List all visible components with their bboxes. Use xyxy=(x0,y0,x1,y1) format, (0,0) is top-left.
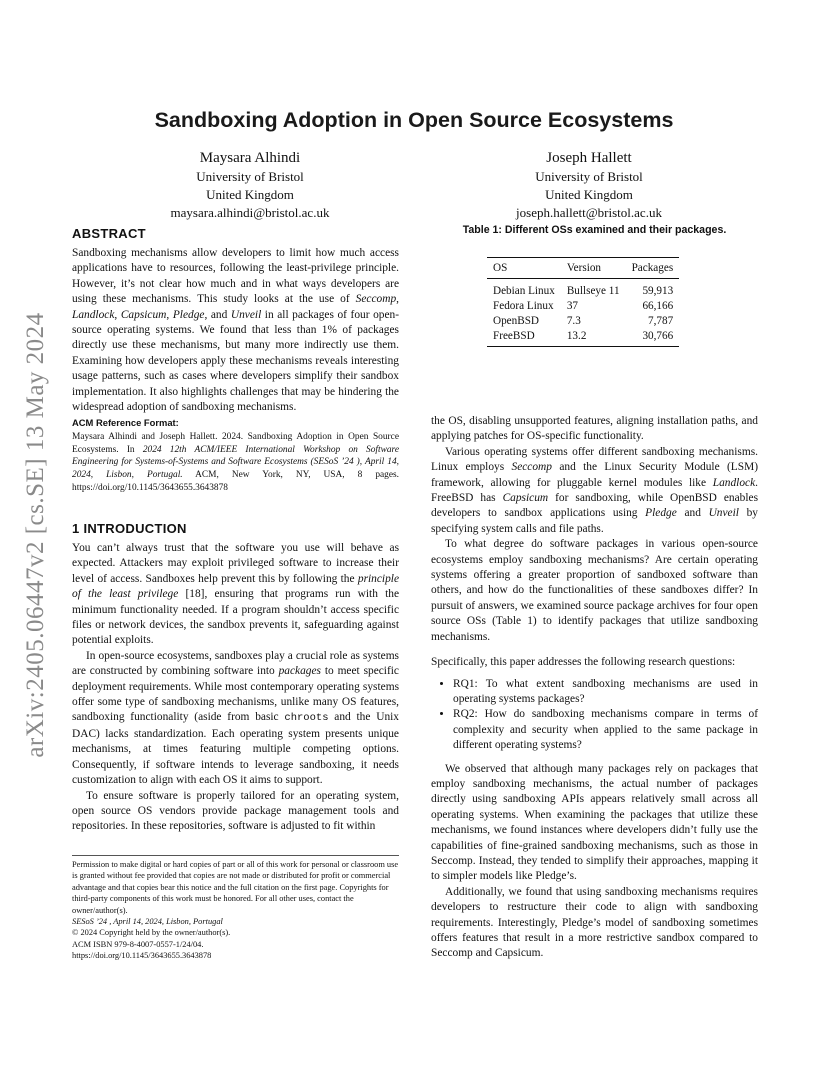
arxiv-stamp xyxy=(18,300,54,770)
table-caption: Table 1: Different OSs examined and their packages. xyxy=(462,224,727,236)
paragraph: Various operating systems offer different sandboxing mechanisms. Linux employs Seccomp and the Linux Security Module (LSM) framework, allowing for pluggable kernel modules like Landlock. FreeBSD has Capsicum for sandboxing, while OpenBSD enables developers to sandbox applications using Pledge and Unveil by specifying system calls and file paths. xyxy=(431,445,759,535)
footnote-divider xyxy=(72,855,399,856)
abstract-heading: ABSTRACT xyxy=(72,226,146,241)
paper-title: Sandboxing Adoption in Open Source Ecosystems xyxy=(154,108,674,132)
author-affiliation: University of Bristol xyxy=(196,169,304,184)
author-block xyxy=(100,148,400,222)
table-row: OpenBSD 7.3 7,787 xyxy=(493,314,674,327)
acm-reference-format: ACM Reference Format: Maysara Alhindi and Joseph Hallett. 2024. Sandboxing Adoption in Open Source Ecosystems. In 2024 12th ACM/IEEE International Workshop on Software Engineering for Systems-of-Systems and Software Ecosystems (SESoS ’24 ), April 14, 2024, Lisbon, Portugal. ACM, New York, NY, USA, 8 pages. https://doi.org/10.1145/3643655.3643878 xyxy=(72,417,400,493)
right-column-text xyxy=(431,414,758,962)
list-item: • RQ2: How do sandboxing mechanisms compare in terms of complexity and security when applied to the same package in different operating systems? xyxy=(453,707,758,753)
paragraph: To what degree do software packages in various open-source ecosystems employ sandboxing mechanisms? Are certain operating systems offering a greater proportion of sandboxed software than others, and how do the functionalities of these sandboxes differ? In pursuit of answers, we examined source package archives for four open source OSs (Table 1) to identify packages that utilize sandboxing mechanisms. xyxy=(431,538,758,643)
author-name: Maysara Alhindi xyxy=(199,150,301,166)
os-table xyxy=(487,257,679,347)
author-country: United Kingdom xyxy=(206,187,294,202)
research-questions-list xyxy=(431,677,758,754)
author-name: Joseph Hallett xyxy=(546,150,632,166)
author-email[interactable]: joseph.hallett@bristol.ac.uk xyxy=(516,205,662,220)
author-affiliation: University of Bristol xyxy=(535,169,643,184)
paragraph: Specifically, this paper addresses the following research questions: xyxy=(431,656,736,669)
paragraph: In open-source ecosystems, sandboxes play a crucial role as systems are constructed by combining software into packages to meet specific deployment requirements. While most contemporary operating systems offer some type of sandboxing mechanisms, unlike many OS features, sandboxing functionality (aside from basic chroots and the Unix DAC) lacks standardization. Each operating system presents unique mechanisms, at times featuring multiple competing options. Consequently, if software intends to leverage sandboxing, it needs customization to align with each OS it aims to support. xyxy=(72,649,399,787)
intro-text xyxy=(72,541,399,835)
column-header: OS xyxy=(487,258,561,279)
list-item: • RQ1: To what extent sandboxing mechanisms are used in operating systems packages? xyxy=(453,677,758,708)
column-header: Version xyxy=(561,258,626,279)
author-country: United Kingdom xyxy=(545,187,633,202)
table-row: FreeBSD 13.2 30,766 xyxy=(487,328,679,347)
paragraph: You can’t always trust that the software you use will behave as expected. Attackers may exploit privileged software to increase their level of access. Sandboxes help prevent this by following the principle of the least privilege [18], ensuring that programs run with the minimum functionality needed. If a program shouldn’t access specific files or network devices, the sandbox prevents it, safeguarding against potential exploits. xyxy=(72,542,399,647)
paragraph: the OS, disabling unsupported features, aligning installation paths, and applying patches for OS-specific functionality. xyxy=(431,415,758,443)
acm-reference-heading: ACM Reference Format: xyxy=(72,417,179,428)
copyright-footnote: Permission to make digital or hard copies of part or all of this work for personal or classroom use is granted without fee provided that copies are not made or distributed for profit or commercial advantage and that copies bear this notice and the full citation on the first page. Copyrights for third-party components of this work must be honored. For all other uses, contact the owner/author(s). SESoS ’24 , April 14, 2024, Lisbon, Portugal © 2024 Copyright held by the owner/author(s). ACM ISBN 979-8-4007-0557-1/24/04. https://doi.org/10.1145/3643655.3643878 xyxy=(72,860,399,961)
paragraph: Additionally, we found that using sandboxing mechanisms requires developers to restructure their code to align with sandboxing requirements. Interestingly, Pledge’s model of sandboxing sometimes offers features that result in a more restrictive sandbox compared to Seccomp and Capsicum. xyxy=(431,885,758,960)
table-row: Debian Linux Bullseye 11 59,913 xyxy=(493,284,674,297)
author-email[interactable]: maysara.alhindi@bristol.ac.uk xyxy=(170,205,330,220)
intro-heading: 1 INTRODUCTION xyxy=(72,521,187,536)
author-block xyxy=(435,148,743,222)
arxiv-stamp-text[interactable]: arXiv:2405.06447v2 [cs.SE] 13 May 2024 xyxy=(22,312,49,758)
column-header: Packages xyxy=(626,258,680,279)
table-header-row xyxy=(487,258,679,279)
abstract-text: Sandboxing mechanisms allow developers to limit how much access applications have to resources, following the least-privilege principle. However, it’s not clear how much and in what ways developers are using these mechanisms. This study looks at the use of Seccomp, Landlock, Capsicum, Pledge, and Unveil in all packages of four open-source operating systems. We found that less than 1% of packages directly use these mechanisms, but many more indirectly use them. Examining how developers apply these mechanisms reveals interesting usage patterns, such as cases where developers simplify their sandbox implementation. It also highlights challenges that may be hindering the widespread adoption of sandboxing mechanisms. xyxy=(72,247,399,414)
doi-link[interactable]: https://doi.org/10.1145/3643655.3643878 xyxy=(72,951,212,961)
table-row: Fedora Linux 37 66,166 xyxy=(493,299,674,312)
paragraph: To ensure software is properly tailored for an operating system, open source OS vendors provide package management tools and repositories. In these repositories, software is adjusted to fit within xyxy=(72,789,399,833)
paragraph: We observed that although many packages rely on packages that employ sandboxing mechanisms, the actual number of packages directly using sandboxing APIs appears relatively small across all operating systems. When examining the packages that utilize these mechanisms, we found instances where developers didn’t fully use the capabilities of fine-grained sandboxing mechanisms, such as those in Seccomp. Instead, they tended to simplify their approaches, mapping it to simpler models like Pledge’s. xyxy=(431,762,758,883)
